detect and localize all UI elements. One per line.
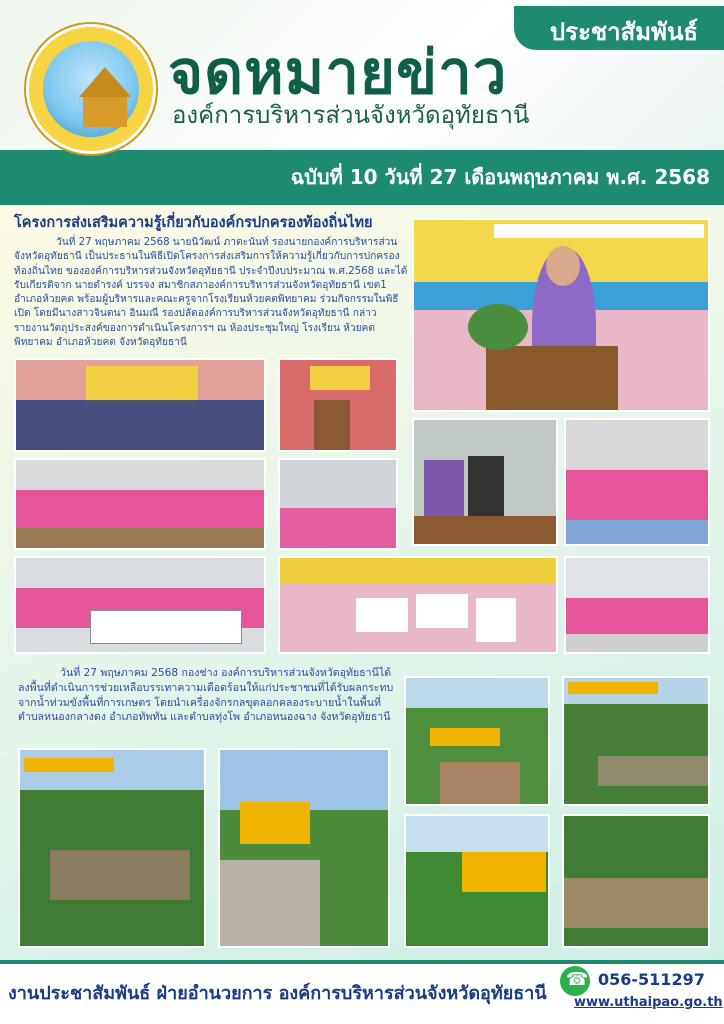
photo-excavator-field (404, 814, 550, 948)
photo-audience (278, 458, 398, 550)
photo-students-desk (564, 418, 710, 546)
photo-excavator-stream (562, 676, 710, 806)
photo-ceremony-1 (14, 358, 266, 452)
footer-website-link[interactable]: www.uthaipao.go.th (574, 995, 723, 1010)
photo-excavator-road (218, 748, 390, 948)
photo-guests (412, 418, 558, 546)
photo-group-banner (14, 556, 266, 654)
pao-logo (26, 24, 156, 154)
photo-flooded-canal (562, 814, 710, 948)
article2-body: วันที่ 27 พฤษภาคม 2568 กองช่าง องค์การบริหารส่วนจังหวัดอุทัยธานีได้ลงพื้นที่ดำเนินการช่วยเหลือบรรเทาความเดือดร้อนให้แก่ประชาชนที่ได้รับผลกระทบจากน้ำท่วมขังพื้นที่การเกษตร โดยนำเครื่องจักรกลขุดลอกคลองระบายน้ำในพื้นที่ตำบลหนองกลางดง อำเภอทัพทัน และตำบลทุ่งโพ อำเภอหนองฉาง จังหวัดอุทัยธานี (18, 667, 394, 724)
photo-ceremony-2 (278, 358, 398, 452)
footer-department: งานประชาสัมพันธ์ ฝ่ายอำนวยการ องค์การบริหารส่วนจังหวัดอุทัยธานี (8, 983, 547, 1004)
pr-tab-label: ประชาสัมพันธ์ (549, 18, 698, 46)
article1-body: วันที่ 27 พฤษภาคม 2568 นายนิวัฒน์ ภาตะนันท์ รองนายกองค์การบริหารส่วนจังหวัดอุทัยธานี เป็นประธานในพิธีเปิดโครงการส่งเสริมการให้ความรู้เกี่ยวกับการปกครองท้องถิ่นไทย ขององค์การบริหารส่วนจังหวัดอุทัยธานี ประจำปีงบประมาณ พ.ศ.2568 และได้รับเกียรติจาก นายดำรงค์ บรรจง สมาชิกสภาองค์การบริหารส่วนจังหวัดอุทัยธานี เขต1 อำเภอห้วยคต พร้อมผู้บริหารและคณะครูจากโรงเรียนห้วยคตพิทยาคม ร่วมกิจกรรมในพิธีเปิด โดยมีนางสาวจินตนา อินมณี รองปลัดองค์การบริหารส่วนจังหวัดอุทัยธานี กล่าวรายงานวัตถุประสงค์ของการดำเนินโครงการฯ ณ ห้องประชุมใหญ่ โรงเรียน ห้วยคตพิทยาคม อำเภอห้วยคต จังหวัดอุทัยธานี (14, 237, 408, 349)
logo-emblem-icon (43, 41, 139, 137)
photo-speaker (412, 218, 710, 412)
article1-title: โครงการส่งเสริมความรู้เกี่ยวกับองค์กรปกครองท้องถิ่นไทย (14, 215, 373, 231)
photo-students-boards (278, 556, 558, 654)
newsletter-title: จดหมายข่าว (168, 38, 508, 108)
photo-inspection (404, 676, 550, 806)
phone-icon (560, 966, 590, 996)
organization-name: องค์การบริหารส่วนจังหวัดอุทัยธานี (172, 101, 530, 129)
footer-divider (0, 960, 724, 964)
footer-phone: 056-511297 (598, 970, 705, 989)
photo-excavator-canal-1 (18, 748, 206, 948)
photo-group-1 (14, 458, 266, 550)
photo-students-floor (564, 556, 710, 654)
issue-info: ฉบับที่ 10 วันที่ 27 เดือนพฤษภาคม พ.ศ. 2568 (290, 165, 710, 189)
pr-tab (514, 6, 724, 50)
